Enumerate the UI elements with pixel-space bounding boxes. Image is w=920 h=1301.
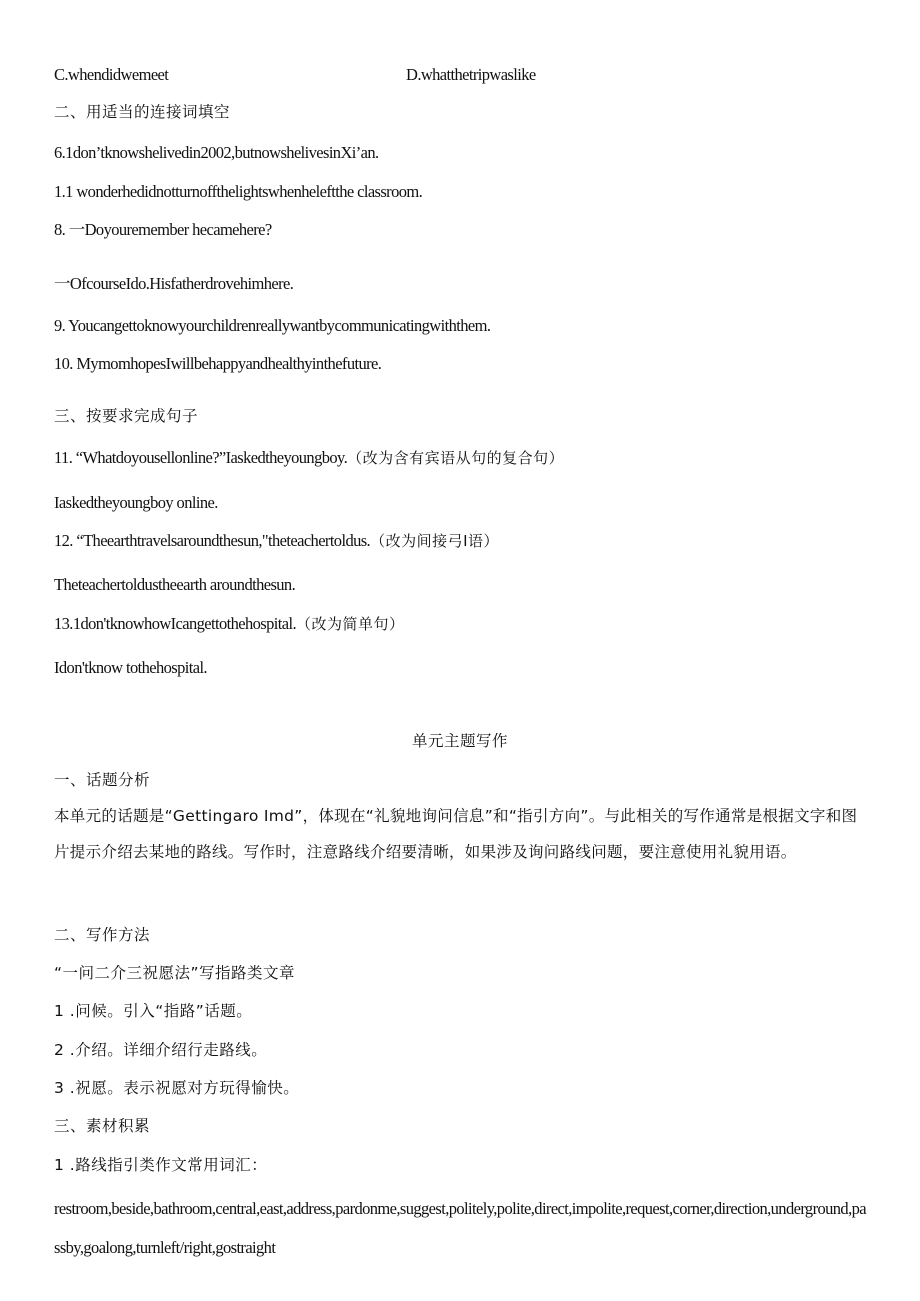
material-heading: 三、素材积累: [54, 1117, 151, 1135]
option-c: C.whendidwemeet: [54, 65, 169, 84]
section3-title: 三、按要求完成句子: [54, 407, 199, 425]
question-11-answer: Iaskedtheyoungboy online.: [54, 493, 218, 512]
vocab-list: restroom,beside,bathroom,central,east,address,pardonme,suggest,politely,polite,direct,impolite,request,corner,direction,underground,passby,goalong,turnleft/right,gostraight: [54, 1199, 866, 1257]
question-8: 8. 一Doyouremember hecamehere?: [54, 220, 272, 239]
question-8-answer: 一OfcourseIdo.Hisfatherdrovehimhere.: [54, 274, 294, 293]
question-7: 1.1 wonderhedidnotturnoffthelightswhenheleftthe classroom.: [54, 182, 423, 201]
question-12-answer: Theteachertoldustheearth aroundthesun.: [54, 575, 296, 594]
question-11-text: 11. “Whatdoyousellonline?”Iaskedtheyoungboy.: [54, 448, 348, 467]
question-11-note: （改为含有宾语从句的复合句）: [347, 449, 565, 467]
question-13: [54, 613, 405, 635]
question-6: 6.1don’tknowshelivedin2002,butnowshelivesinXi’an.: [54, 143, 379, 162]
question-12-text: 12. “Theearthtravelsaroundthesun,"theteachertoldus.: [54, 531, 371, 550]
question-12-note: （改为间接弓I语）: [370, 532, 500, 550]
question-11: [54, 447, 564, 469]
question-13-answer: Idon'tknow tothehospital.: [54, 658, 207, 677]
writing-title: 单元主题写作: [411, 732, 508, 750]
option-d: D.whatthetripwaslike: [406, 65, 536, 84]
step-3: 3 .祝愿。表示祝愿对方玩得愉快。: [54, 1079, 300, 1097]
topic-heading: 一、话题分析: [54, 771, 151, 789]
topic-paragraph: 本单元的话题是“Gettingaro Imd”，体现在“礼貌地询问信息”和“指引方向”。与此相关的写作通常是根据文字和图片提示介绍去某地的路线。写作时，注意路线介绍要清晰，如果涉及询问路线问题，要注意使用礼貌用语。: [54, 807, 858, 861]
method-heading: 二、写作方法: [54, 926, 151, 944]
question-13-note: （改为简单句）: [295, 615, 405, 633]
question-10: 10. MymomhopesIwillbehappyandhealthyinthefuture.: [54, 354, 382, 373]
step-2: 2 .介绍。详细介绍行走路线。: [54, 1041, 268, 1059]
vocab-heading: 1 .路线指引类作文常用词汇：: [54, 1156, 268, 1174]
question-9: 9. Youcangettoknowyourchildrenreallywantbycommunicatingwiththem.: [54, 316, 491, 335]
question-13-text: 13.1don'tknowhowIcangettothehospital.: [54, 614, 296, 633]
step-1: 1 .问候。引入“指路”话题。: [54, 1002, 253, 1020]
method-intro: “一问二介三祝愿法”写指路类文章: [54, 964, 296, 982]
section2-title: 二、用适当的连接词填空: [54, 103, 231, 121]
question-12: [54, 530, 499, 552]
